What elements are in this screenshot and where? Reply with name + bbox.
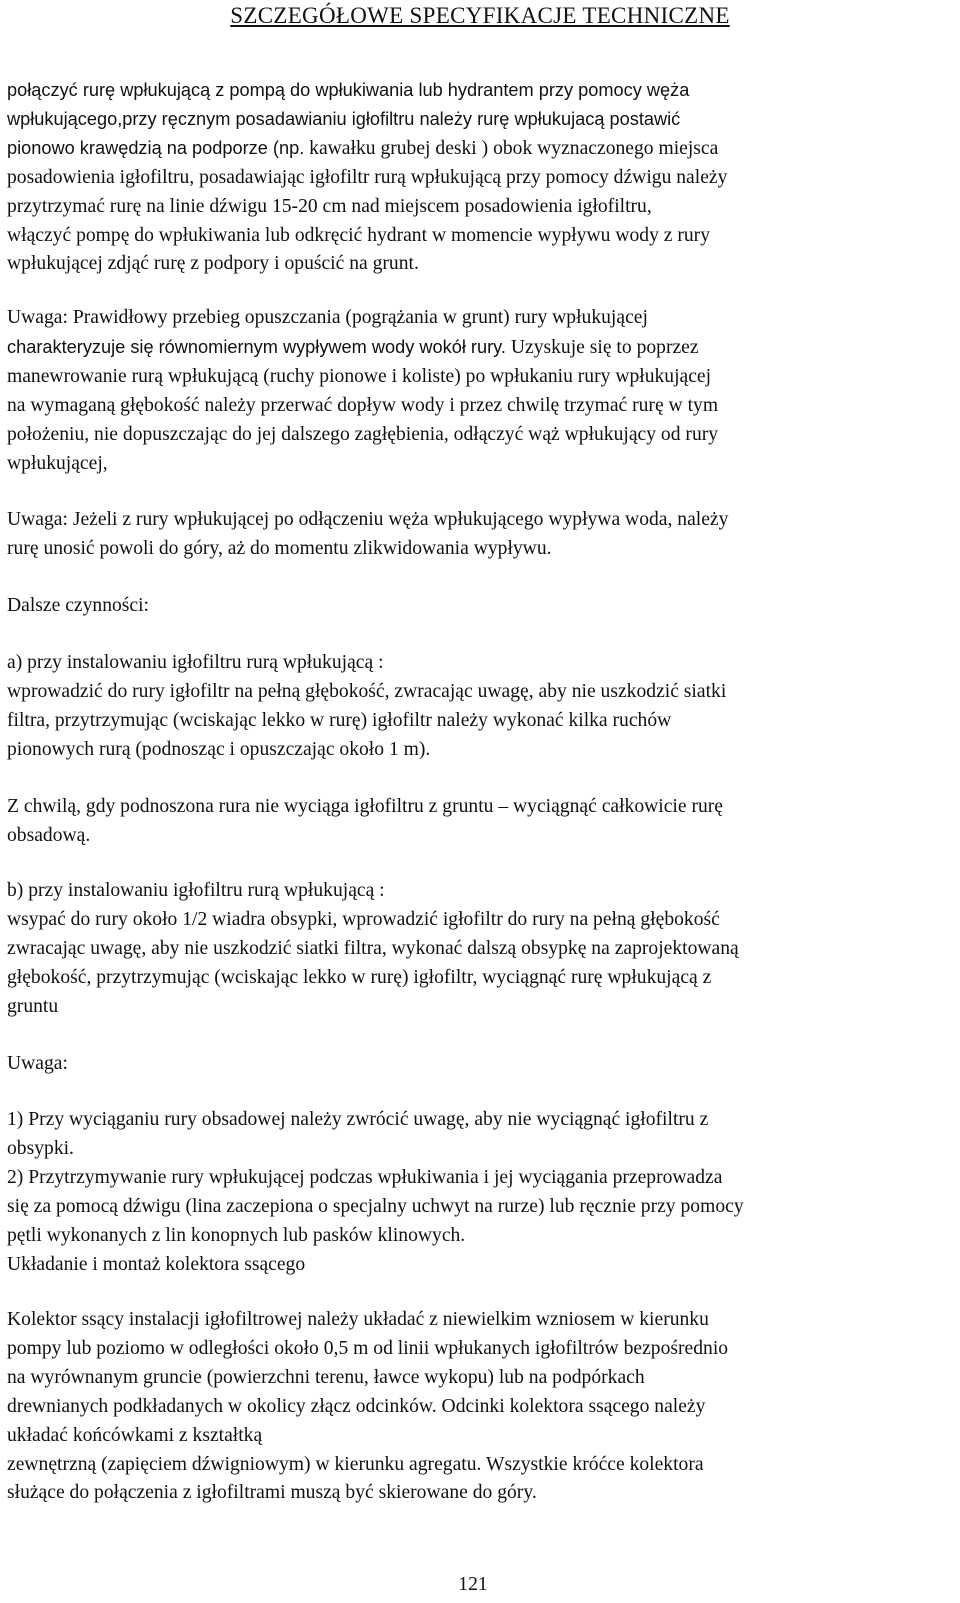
note-line: położeniu, nie dopuszczając do jej dalszego zagłębienia, odłączyć wąż wpłukujący od rury — [7, 423, 719, 445]
note-line-start: charakteryzuje się równomiernym wypływem wody wokół rury. — [7, 336, 506, 357]
water-outflow-note: Uwaga: Jeżeli z rury wpłukującej po odłączeniu węża wpłukującego wypływa woda, należy rurę unosić powoli do góry, aż do momentu zlikwidowania wypływu. — [7, 509, 729, 559]
step-a-paragraph: a) przy instalowaniu igłofiltru rurą wpłukującą : wprowadzić do rury igłofiltr na pełną głębokość, zwracając uwagę, aby nie uszkodzić siatki filtra, przytrzymując (wciskając lekko w rurę) igłofiltr należy wykonać kilka ruchów pionowych rurą (podnosząc i opuszczając około 1 m). — [7, 652, 727, 760]
note-line: Uwaga: Prawidłowy przebieg opuszczania (pogrążania w grunt) rury wpłukującej — [7, 307, 648, 328]
note-line: na wymaganą głębokość należy przerwać dopływ wody i przez chwilę trzymać rurę w tym — [7, 394, 719, 416]
intro-line: włączyć pompę do wpłukiwania lub odkręcić hydrant w momencie wypływu wody z rury — [7, 224, 711, 246]
intro-line-end: kawałku grubej deski ) obok wyznaczonego miejsca — [304, 137, 719, 159]
page-title: SZCZEGÓŁOWE SPECYFIKACJE TECHNICZNE — [230, 3, 730, 28]
intro-line-start: pionowo krawędzią na podporze (np. — [7, 137, 305, 158]
intro-paragraph — [7, 76, 942, 279]
note-line: wpłukującej, — [7, 452, 108, 474]
further-steps-heading: Dalsze czynności: — [7, 595, 149, 616]
intro-line: posadowienia igłofiltru, posadawiając igłofiltr rurą wpłukującą przy pomocy dźwigu należy — [7, 166, 728, 188]
intro-line: połączyć rurę wpłukującą z pompą do wpłukiwania lub hydrantem przy pomocy węża — [7, 80, 690, 100]
intro-line: wpłukującej zdjąć rurę z podpory i opuścić na grunt. — [7, 253, 419, 275]
note-paragraph — [7, 304, 942, 478]
note-line-end: Uzyskuje się to poprzez — [505, 336, 699, 358]
warnings-list: 1) Przy wyciąganiu rury obsadowej należy zwrócić uwagę, aby nie wyciągnąć igłofiltru z obsypki. 2) Przytrzymywanie rury wpłukującej podczas wpłukiwania i jej wyciągania przeprowadza się za pomocą dźwigu (lina zaczepiona o specjalny uchwyt na rurze) lub ręcznie przy pomocy pętli wykonanych z lin konopnych lub pasków klinowych. Układanie i montaż kolektora ssącego — [7, 1109, 744, 1275]
note-line — [7, 333, 942, 363]
note-line: manewrowanie rurą wpłukującą (ruchy pionowe i koliste) po wpłukaniu rury wpłukującej — [7, 365, 712, 387]
step-b-paragraph: b) przy instalowaniu igłofiltru rurą wpłukującą : wsypać do rury około 1/2 wiadra obsypki, wprowadzić igłofiltr do rury na pełną głębokość zwracając uwagę, aby nie uszkodzić siatki filtra, wykonać dalszą obsypkę na zaprojektowaną głębokość, przytrzymując (wciskając lekko w rurę) igłofiltr, wyciągnąć rurę wpłukującą z gruntu — [7, 880, 739, 1017]
intro-line — [7, 134, 942, 164]
collector-paragraph: Kolektor ssący instalacji igłofiltrowej należy układać z niewielkim wzniosem w kierunku pompy lub poziomo w odległości około 0,5 m od linii wpłukanych igłofiltrów bezpośrednio na wyrównanym gruncie (powierzchni terenu, ławce wykopu) lub na podpórkach drewnianych podkładanych w okolicy złącz odcinków. Odcinki kolektora ssącego należy układać końcówkami z kształtką zewnętrzną (zapięciem dźwigniowym) w kierunku agregatu. Wszystkie króćce kolektora służące do połączenia z igłofiltrami muszą być skierowane do góry. — [7, 1309, 729, 1504]
page-number: 121 — [458, 1574, 488, 1595]
warning-heading: Uwaga: — [7, 1053, 68, 1074]
step-a-note: Z chwilą, gdy podnoszona rura nie wyciąga igłofiltru z gruntu – wyciągnąć całkowicie rurę obsadową. — [7, 796, 724, 846]
intro-line: przytrzymać rurę na linie dźwigu 15-20 cm nad miejscem posadowienia igłofiltru, — [7, 195, 652, 217]
intro-line: wpłukującego,przy ręcznym posadawianiu igłofiltru należy rurę wpłukujacą postawić — [7, 108, 681, 129]
